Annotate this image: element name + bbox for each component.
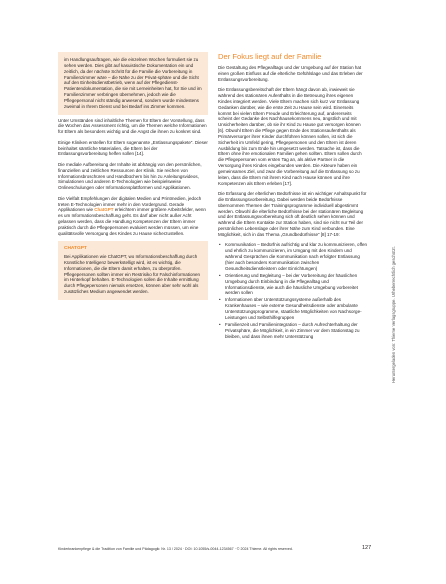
chatgpt-box-text: Bei Applikationen wie ChatGPT, wo Informationsbeschaffung durch Künstliche Intelligenz bewerkstelligt wird, ist es wichtig, die Informationen, die die Eltern damit erhalten, zu überprüfen. Pflegepersonen sollten immer ein Restrisiko für Falschinformationen im Hinterkopf behalten. E-Technologien sollen die Inhalte ermittlung durch Pflegepersonen niemals ersetzen, können aber sehr wohl als zusätzliches Medium angewendet werden. xyxy=(64,254,201,295)
right-paragraph-3: Die Erfassung der elterlichen Bedürfnisse ist ein wichtiger Anhaltspunkt für die Entlassungsvorbereitung. Dabei werden beide Bedürfnisse übernommen Themen der Trainingsprogramme individuell abgestimmt werden. Obwohl die elterliche Bedürfnisse bei der stationären Begleitung und der Entlassungsvorbereitung sich oft deutlich sehen können und während die Eltern Kontakte zur Station haben, sind sie nicht nur Teil der persönlichen Lebenslage oder ihrer Nähe zum Kind verbunden. Eine Möglichkeit, sich in das Thema „Grundbedürfnisse“ [8] 17-19: xyxy=(218,191,367,237)
highlight-box-top xyxy=(58,52,208,115)
right-paragraph-2: Die Entlassungsbereitschaft der Eltern hängt davon ab, inwieweit sie während des stationären Aufenthalts in die Betreuung ihres eigenen Kindes integriert werden. Viele Eltern machen sich kurz vor Entlassung Gedanken darüber, wie die erste Zeit zu Hause sein wird. Einerseits kommt bei vielen Eltern Freude und Erleichterung auf, andererseits scheint der Gedanke des Nachhausekommens neu, ängstlich und mit Unsicherheiten darüber, ob sie ihr Kind zu Hause gut versorgen können [6]. Obwohl Eltern die Pflege gegen Ende des Stationsaufenthalts als Primärversorger ihrer Kinder durchführen können sollen, ist sich die Sicherheit im Umfeld gering, Pflegepersonen und den Eltern ist deren Ausbildung bis zum Ende hin umgesetzt werden. Tatsache ist, dass die Eltern ohne ihre emotionalen Familien gehen sollten. Eltern sollen durch die Pflegepersonen vom ersten Tag an, als aktive Partner in die Versorgung ihres Kindes eingebunden werden. Die Akteure haben ein gemeinsames Ziel, und zwar die Vorbereitung auf die Entlassung so zu leiten, dass die Eltern mit ihrem Kind nach Hause können und ihre Kompetenzen als Eltern erleben [17]. xyxy=(218,87,362,186)
left-column xyxy=(58,52,208,300)
page-footer: Kinderkrankenpflege & die Tradition von Familie und Pädagogik: Nr. 13 / 2024 · DOI: 10.1055/s-0044-1234567 · © 2024 Thieme. All rights reserved. xyxy=(58,547,293,551)
list-item: • Orientierung und Begleitung – bei der Vorbereitung der häuslichen Umgebung durch Einbindung in die Pflegealltag und Informationsdienste, wie auch die häusliche Umgebung vorbereitet werden sollen xyxy=(218,273,367,296)
left-paragraph-1: Unter Umständen sind inhaltliche Themen für Eltern der Vorstellung, dass die Wochen das Assessment richtig, um die Themen welche Informationen für Eltern als besonders wichtig und die Angst die ihnen zu konkret sind. xyxy=(58,117,207,135)
needs-list xyxy=(218,242,367,339)
left-paragraph-3: Die mediale Aufbereitung der Inhalte ist abhängig von den persönlichen, finanziellen und zeitlichen Ressourcen der Klinik. Sie reichen von Informationsbroschüren und Handbüchern bis hin zu Anleitungsvideos, Simulationen und anderen E-Technologien wie beispielsweise Onlineschulungen oder Informationsplattformen und Applikationen. xyxy=(58,161,202,191)
chatgpt-highlight: ChatGPT xyxy=(94,207,114,213)
right-paragraph-1: Die Gestaltung des Pflegealltags und der Umgebung auf der Station hat einen großen Einfluss auf die elterliche Gefühlslage und das Erleben der Entlassungsvorbereitung. xyxy=(218,65,363,82)
highlight-box-top-text: im Handlungsauftragen, wie die einzelnen Wochen formuliert sie zu sehen werden. Dies gibt auf kasuistische Dokumentation ein und zeitlich, da der nächste Schritt für die Familie die Vorbereitung in Familienzimmer wäre – die Nähe zu der Privat-sphäre und die Sicht auf den Einheitsdienstbetrieb, wenn auf der Pflegedienst-Patientendokumentation, die sie mit Lerneinheiten hat, für Sie und im Familienzimmer verbringen übernehmen, jedoch wie die Pflegepersonal nicht ständig anwesend, sondern wurde mindestens zweimal in Ihrem Dienst und bei Bedarf ins Zimmer kommen. xyxy=(64,57,202,109)
section-heading: Der Fokus liegt auf der Familie xyxy=(218,52,322,61)
list-item: • Familienzeit und Familienintegration – durch Aufrechterhaltung der Privatsphäre, die Möglichkeit, in ein Zimmer vor dem Stationstag zu bleiben, und dass ihnen mehr Unterstützung xyxy=(218,322,367,340)
page-number: 127 xyxy=(362,545,372,551)
list-item: • Informationen über Unterstützungssysteme außerhalb des Krankenhauses – wie externe Gesundheitsdienste oder ambulante Unterstützungsprogramme, staatliche Möglichkeiten von Nachsorge-Leistungen und Selbsthilfegruppen xyxy=(218,297,367,320)
chatgpt-box-title: CHATGPT xyxy=(64,246,87,252)
chatgpt-info-box xyxy=(58,241,208,300)
download-notice-text: Heruntergeladen von: Thieme Verlagsgruppe. Urheberrechtlich geschützt. xyxy=(391,246,396,383)
download-notice xyxy=(384,205,394,385)
left-paragraph-2: Einige Kliniken erstellen für Eltern sogenannte „Entlassungspakete“. Dieser beinhaltet sämtliche Materialien, die Eltern bei der Entlassungsvorbereitung helfen sollen [14]. xyxy=(58,139,208,157)
list-item: • Kommunikation – Bedürfnis aufrichtig und klar zu kommunizieren, offen und ehrlich zu kommunizieren, im Umgang mit den Kindern und während Gesprächen die Kommunikation nach erfolgter Entlassung (hier auch besonders Kommunikation zwischen Gesundheitsdienstleistern oder Einrichtungen) xyxy=(218,242,367,271)
right-column xyxy=(218,52,367,341)
left-paragraph-4: Die Vielfalt Empfehlungen der digitalen Medien und Printmedien, jedoch treten E-Technologien immer mehr in den Vordergrund. Gerade Applikationen wie ChatGPT erleichtern immer größere Arbeitsfelder, wenn es um Informationsbeschaffung geht. Es darf aber nicht außer Acht gelassen werden, dass die Handlung Kompetenzen der Eltern immer praktisch durch die Pflegepersonen evaluiert werden müssen, um eine qualitätsvolle Versorgung des Kindes zu Hause sicherzustellen. xyxy=(58,195,206,236)
